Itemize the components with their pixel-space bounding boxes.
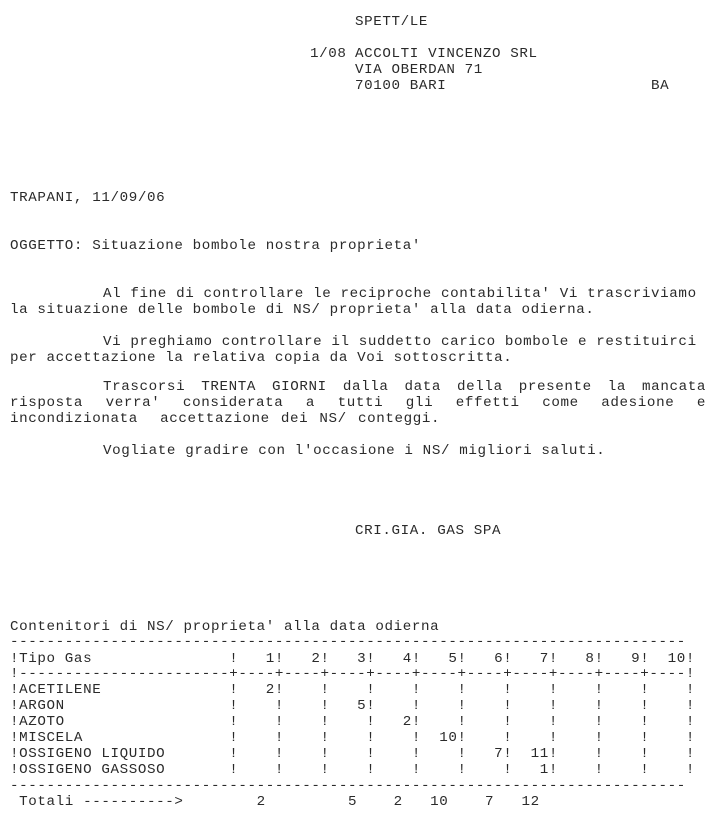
signature: CRI.GIA. GAS SPA	[355, 523, 502, 539]
paragraph-line: risposta verra' considerata a tutti gli effetti come adesione e	[10, 395, 706, 411]
table-row: !ACETILENE ! 2! ! ! ! ! ! ! ! ! !	[10, 682, 696, 698]
recipient-province: BA	[651, 78, 670, 94]
table-row: !MISCELA ! ! ! ! ! 10! ! ! ! ! !	[10, 730, 696, 746]
table-header: !Tipo Gas ! 1! 2! 3! 4! 5! 6! 7! 8! 9! 10!	[10, 651, 696, 667]
paragraph-line: per accettazione la relativa copia da Voi sottoscritta.	[10, 350, 513, 366]
table-rule-top: --------------------------------------------------------------------------	[10, 634, 686, 650]
recipient-name: ACCOLTI VINCENZO SRL	[355, 46, 538, 62]
table-rule-bottom: --------------------------------------------------------------------------	[10, 778, 686, 794]
recipient-city: 70100 BARI	[355, 78, 447, 94]
table-row: !OSSIGENO GASSOSO ! ! ! ! ! ! ! 1! ! ! !	[10, 762, 696, 778]
salutation: SPETT/LE	[355, 14, 429, 30]
table-title: Contenitori di NS/ proprieta' alla data odierna	[10, 619, 440, 635]
table-row: !AZOTO ! ! ! ! 2! ! ! ! ! ! !	[10, 714, 696, 730]
table-row: !OSSIGENO LIQUIDO ! ! ! ! ! ! 7! 11! ! ! !	[10, 746, 696, 762]
recipient-code: 1/08	[310, 46, 347, 62]
paragraph-line: Vogliate gradire con l'occasione i NS/ migliori saluti.	[103, 443, 606, 459]
table-row: !ARGON ! ! ! 5! ! ! ! ! ! ! !	[10, 698, 696, 714]
paragraph-line: incondizionata accettazione dei NS/ conteggi.	[10, 411, 441, 427]
paragraph-line: Al fine di controllare le reciproche contabilita' Vi trascriviamo	[103, 286, 697, 302]
table-header-rule: !-----------------------+----+----+----+----+----+----+----+----+----+----!	[10, 666, 696, 682]
recipient-street: VIA OBERDAN 71	[355, 62, 483, 78]
paragraph-line: Trascorsi TRENTA GIORNI dalla data della presente la mancata	[103, 379, 706, 395]
paragraph-line: Vi preghiamo controllare il suddetto carico bombole e restituirci	[103, 334, 697, 350]
subject-line: OGGETTO: Situazione bombole nostra proprieta'	[10, 238, 422, 254]
paragraph-line: la situazione delle bombole di NS/ proprieta' alla data odierna.	[10, 302, 595, 318]
place-date: TRAPANI, 11/09/06	[10, 190, 166, 206]
table-totals: Totali ----------> 2 5 2 10 7 12	[10, 794, 540, 810]
